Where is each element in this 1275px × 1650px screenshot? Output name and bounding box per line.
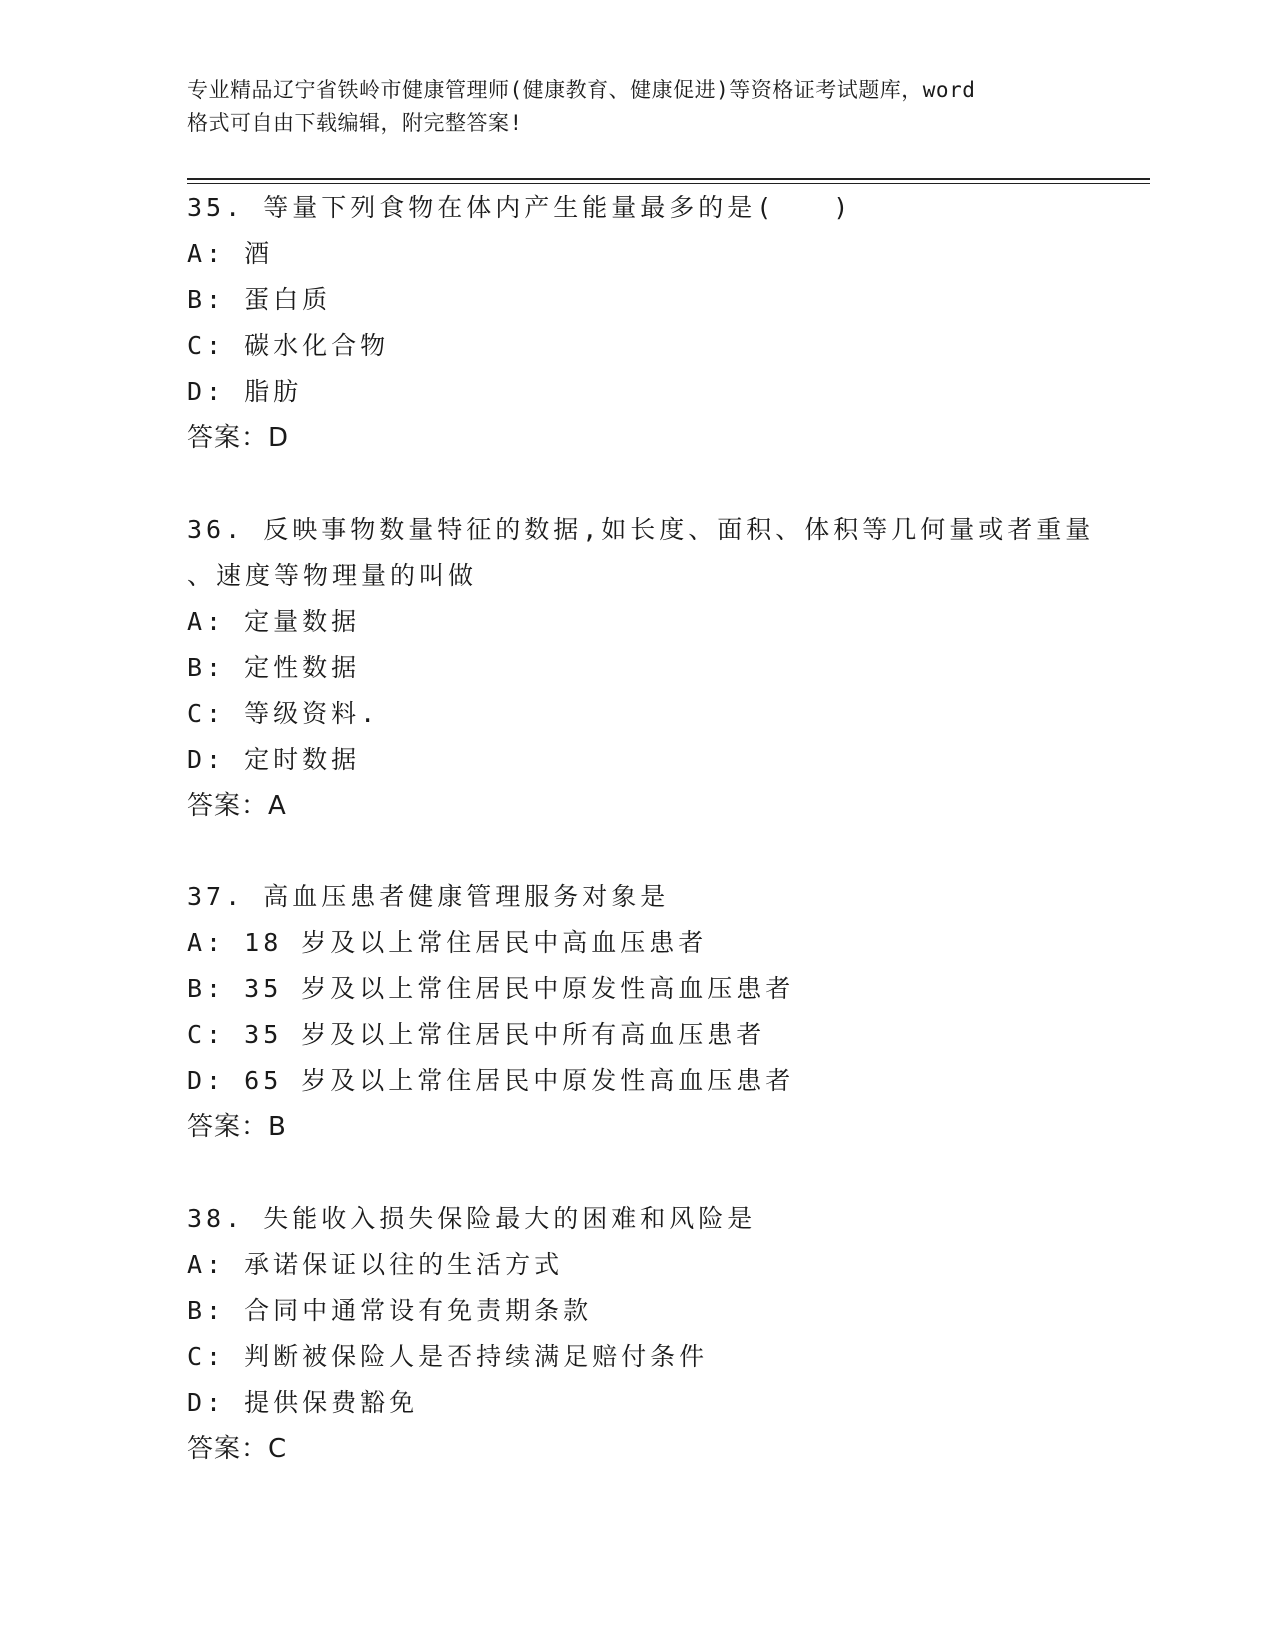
option-c: C: 判断被保险人是否持续满足赔付条件 [187, 1342, 709, 1371]
header-divider-thick [187, 178, 1150, 180]
question-stem: 36. 反映事物数量特征的数据,如长度、面积、体积等几何量或者重量 [187, 515, 1095, 544]
question-stem: 38. 失能收入损失保险最大的困难和风险是 [187, 1204, 757, 1233]
option-a: A: 承诺保证以往的生活方式 [187, 1250, 564, 1279]
option-a: A: 酒 [187, 239, 274, 268]
option-c: C: 碳水化合物 [187, 331, 390, 360]
document-header [187, 74, 1087, 140]
option-d: D: 脂肪 [187, 377, 303, 406]
option-d: D: 65 岁及以上常住居民中原发性高血压患者 [187, 1066, 795, 1095]
answer: 答案：B [187, 1112, 287, 1142]
question-36 [187, 507, 1127, 829]
header-divider-thin [187, 183, 1150, 184]
question-stem-continued: 、速度等物理量的叫做 [187, 561, 478, 590]
question-stem: 35. 等量下列食物在体内产生能量最多的是( ) [187, 193, 853, 222]
option-d: D: 定时数据 [187, 745, 361, 774]
option-d: D: 提供保费豁免 [187, 1388, 419, 1417]
option-c: C: 35 岁及以上常住居民中所有高血压患者 [187, 1020, 766, 1049]
question-38 [187, 1196, 1127, 1472]
answer: 答案：D [187, 423, 290, 453]
question-stem: 37. 高血压患者健康管理服务对象是 [187, 882, 670, 911]
option-b: B: 35 岁及以上常住居民中原发性高血压患者 [187, 974, 795, 1003]
header-line-2: 格式可自由下载编辑，附完整答案! [187, 111, 523, 135]
option-a: A: 定量数据 [187, 607, 361, 636]
question-35 [187, 185, 1127, 461]
option-a: A: 18 岁及以上常住居民中高血压患者 [187, 928, 708, 957]
header-line-1: 专业精品辽宁省铁岭市健康管理师(健康教育、健康促进)等资格证考试题库，word [187, 78, 976, 102]
answer: 答案：C [187, 1434, 288, 1464]
answer: 答案：A [187, 791, 287, 821]
question-37 [187, 874, 1127, 1150]
option-b: B: 蛋白质 [187, 285, 332, 314]
option-c: C: 等级资料. [187, 699, 380, 728]
option-b: B: 合同中通常设有免责期条款 [187, 1296, 593, 1325]
option-b: B: 定性数据 [187, 653, 361, 682]
